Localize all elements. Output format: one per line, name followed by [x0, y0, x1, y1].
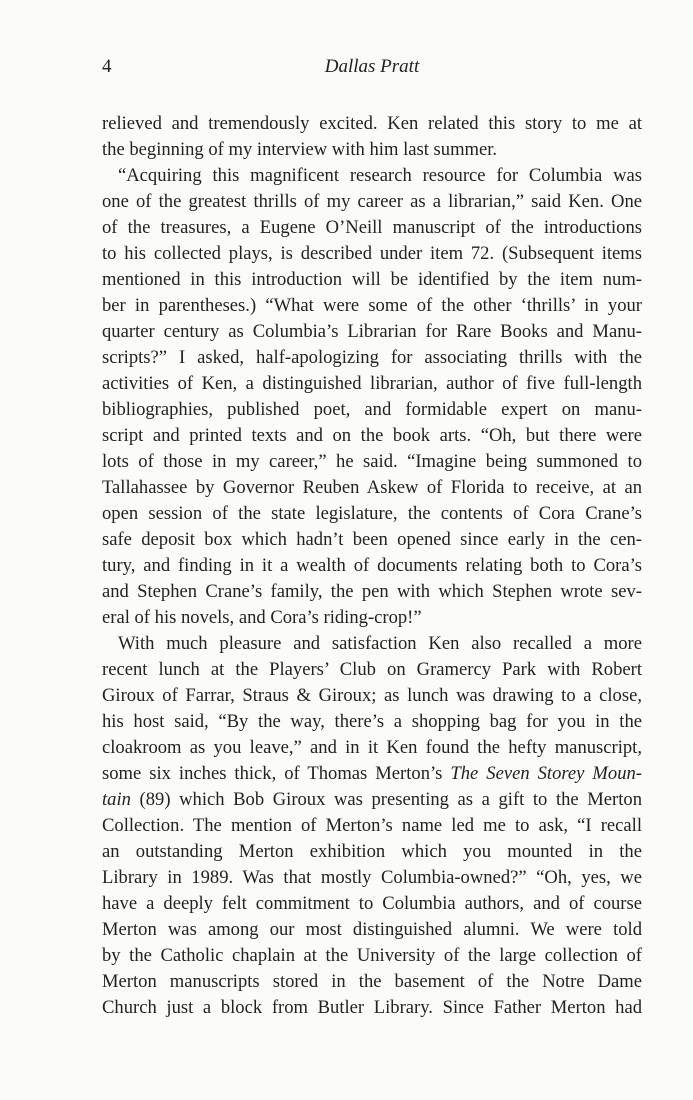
italic-title: The Seven Storey Moun-: [450, 763, 642, 784]
text-line: to his collected plays, is described under item 72. (Subsequent items: [102, 243, 642, 264]
text-line: one of the greatest thrills of my career as a librarian,” said Ken. One: [102, 191, 642, 212]
text-line: his host said, “By the way, there’s a shopping bag for you in the: [102, 711, 642, 732]
text-line: lots of those in my career,” he said. “Imagine being summoned to: [102, 451, 642, 472]
text-line: mentioned in this introduction will be identified by the item num-: [102, 269, 642, 290]
italic-title: tain: [102, 789, 131, 810]
text-line: activities of Ken, a distinguished librarian, author of five full-length: [102, 373, 642, 394]
text-line: ber in parentheses.) “What were some of the other ‘thrills’ in your: [102, 295, 642, 316]
running-head: [102, 56, 642, 84]
text-line: Giroux of Farrar, Straus & Giroux; as lunch was drawing to a close,: [102, 685, 642, 706]
text-line: scripts?” I asked, half-apologizing for associating thrills with the: [102, 347, 642, 368]
text-line: safe deposit box which hadn’t been opened since early in the cen-: [102, 529, 642, 550]
text-line: the beginning of my interview with him last summer.: [102, 139, 498, 160]
text-line: relieved and tremendously excited. Ken related this story to me at: [102, 113, 642, 134]
body-text: [102, 111, 642, 1021]
text-line: [102, 787, 642, 813]
text-line: cloakroom as you leave,” and in it Ken found the hefty manuscript,: [102, 737, 642, 758]
text-line: an outstanding Merton exhibition which you mounted in the: [102, 841, 642, 862]
text-line: recent lunch at the Players’ Club on Gramercy Park with Robert: [102, 659, 642, 680]
text-run: some six inches thick, of Thomas Merton’s: [102, 763, 451, 784]
page-number: 4: [102, 56, 112, 77]
text-run: (89) which Bob Giroux was presenting as a gift to the Merton: [130, 789, 642, 810]
text-line: script and printed texts and on the book arts. “Oh, but there were: [102, 425, 642, 446]
text-line: Church just a block from Butler Library. Since Father Merton had: [102, 997, 642, 1018]
text-line: Collection. The mention of Merton’s name led me to ask, “I recall: [102, 815, 642, 836]
text-line: bibliographies, published poet, and formidable expert on manu-: [102, 399, 642, 420]
running-title: Dallas Pratt: [324, 56, 420, 77]
text-line: Library in 1989. Was that mostly Columbia-owned?” “Oh, yes, we: [102, 867, 642, 888]
text-line: [102, 761, 642, 787]
text-line: tury, and finding in it a wealth of documents relating both to Cora’s: [102, 555, 642, 576]
text-line: eral of his novels, and Cora’s riding-crop!”: [102, 607, 422, 628]
text-line: have a deeply felt commitment to Columbia authors, and of course: [102, 893, 642, 914]
text-line: Tallahassee by Governor Reuben Askew of Florida to receive, at an: [102, 477, 642, 498]
text-line: of the treasures, a Eugene O’Neill manuscript of the introductions: [102, 217, 642, 238]
text-line: quarter century as Columbia’s Librarian for Rare Books and Manu-: [102, 321, 642, 342]
text-line: Merton manuscripts stored in the basement of the Notre Dame: [102, 971, 642, 992]
text-line: open session of the state legislature, the contents of Cora Crane’s: [102, 503, 642, 524]
text-line: and Stephen Crane’s family, the pen with which Stephen wrote sev-: [102, 581, 642, 602]
text-line: “Acquiring this magnificent research resource for Columbia was: [118, 165, 642, 186]
text-line: by the Catholic chaplain at the University of the large collection of: [102, 945, 642, 966]
text-line: Merton was among our most distinguished alumni. We were told: [102, 919, 642, 940]
text-line: With much pleasure and satisfaction Ken also recalled a more: [118, 633, 642, 654]
